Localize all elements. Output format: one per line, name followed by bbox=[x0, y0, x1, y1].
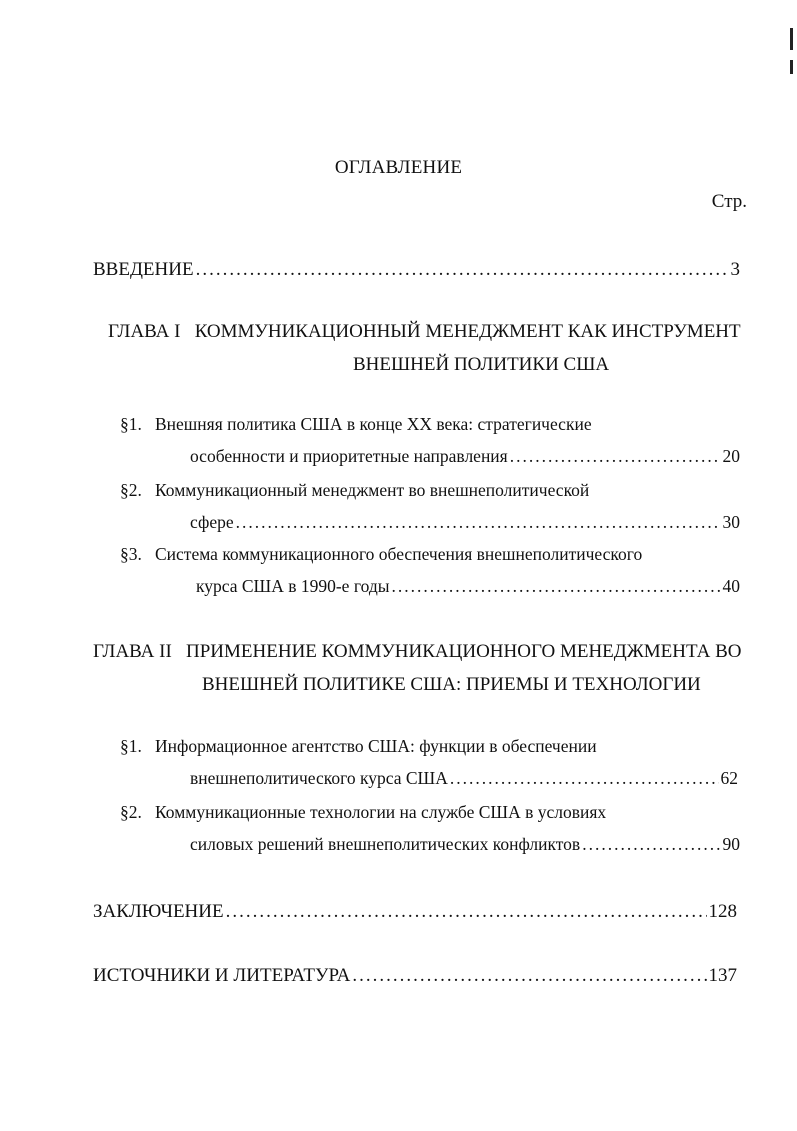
section-title-line2: особенности и приоритетные направления bbox=[190, 446, 508, 466]
section-title-line1: Информационное агентство США: функции в обеспечении bbox=[155, 736, 597, 756]
section-title-line1: Внешняя политика США в конце XX века: стратегические bbox=[155, 414, 592, 434]
toc-entry-intro[interactable] bbox=[93, 260, 740, 279]
dot-leader bbox=[391, 578, 720, 596]
section-2-2-entry[interactable] bbox=[190, 836, 740, 854]
section-title-line1: Коммуникационный менеджмент во внешнеполитической bbox=[155, 480, 590, 500]
section-number: §2. bbox=[120, 480, 142, 500]
toc-entry-conclusion[interactable] bbox=[93, 902, 737, 921]
chapter-2-title-line2: ВНЕШНЕЙ ПОЛИТИКЕ США: ПРИЕМЫ И ТЕХНОЛОГИИ bbox=[202, 674, 701, 695]
dot-leader bbox=[226, 902, 707, 921]
section-number: §2. bbox=[120, 802, 142, 822]
section-2-1-entry[interactable] bbox=[190, 770, 738, 788]
chapter-1-heading[interactable] bbox=[108, 322, 741, 341]
section-1-1-heading[interactable] bbox=[120, 416, 592, 434]
dot-leader bbox=[352, 966, 706, 985]
section-title-line2: силовых решений внешнеполитических конфликтов bbox=[190, 834, 581, 854]
scan-edge-mark bbox=[790, 28, 793, 50]
section-page: 30 bbox=[722, 512, 740, 532]
toc-entry-page: 128 bbox=[708, 901, 737, 922]
section-page: 62 bbox=[720, 768, 738, 788]
dot-leader bbox=[450, 770, 719, 788]
dot-leader bbox=[582, 836, 720, 854]
chapter-2-title-line1: ПРИМЕНЕНИЕ КОММУНИКАЦИОННОГО МЕНЕДЖМЕНТА ВО bbox=[186, 641, 742, 662]
toc-entry-label: ИСТОЧНИКИ И ЛИТЕРАТУРА bbox=[93, 965, 351, 986]
toc-entry-page: 137 bbox=[708, 965, 737, 986]
chapter-1-label: ГЛАВА I bbox=[108, 321, 181, 342]
chapter-2-heading[interactable] bbox=[93, 642, 742, 661]
section-title-line2: сфере bbox=[190, 512, 234, 532]
toc-entry-sources[interactable] bbox=[93, 966, 737, 985]
section-title-line1: Система коммуникационного обеспечения внешнеполитического bbox=[155, 544, 643, 564]
section-1-3-heading[interactable] bbox=[120, 546, 642, 564]
chapter-1-title-line2: ВНЕШНЕЙ ПОЛИТИКИ США bbox=[353, 354, 610, 375]
section-1-2-entry[interactable] bbox=[190, 514, 740, 532]
section-number: §1. bbox=[120, 736, 142, 756]
section-page: 90 bbox=[722, 834, 740, 854]
chapter-1-title-line1: КОММУНИКАЦИОННЫЙ МЕНЕДЖМЕНТ КАК ИНСТРУМЕНТ bbox=[194, 321, 741, 342]
section-title-line2: курса США в 1990-е годы bbox=[196, 576, 390, 596]
section-1-3-entry[interactable] bbox=[196, 578, 740, 596]
section-page: 40 bbox=[722, 576, 740, 596]
toc-entry-page: 3 bbox=[730, 259, 740, 280]
scan-edge-mark bbox=[790, 60, 793, 74]
toc-title: ОГЛАВЛЕНИЕ bbox=[334, 157, 463, 178]
section-number: §3. bbox=[120, 544, 142, 564]
section-1-1-entry[interactable] bbox=[190, 448, 740, 466]
dot-leader bbox=[236, 514, 721, 532]
toc-entry-label: ЗАКЛЮЧЕНИЕ bbox=[93, 901, 224, 922]
section-title-line2: внешнеполитического курса США bbox=[190, 768, 448, 788]
section-title-line1: Коммуникационные технологии на службе США в условиях bbox=[155, 802, 607, 822]
section-1-2-heading[interactable] bbox=[120, 482, 589, 500]
page-column-header: Стр. bbox=[711, 191, 747, 212]
section-2-1-heading[interactable] bbox=[120, 738, 597, 756]
toc-entry-label: ВВЕДЕНИЕ bbox=[93, 259, 194, 280]
dot-leader bbox=[510, 448, 721, 466]
section-2-2-heading[interactable] bbox=[120, 804, 606, 822]
section-page: 20 bbox=[722, 446, 740, 466]
dot-leader bbox=[196, 260, 729, 279]
section-number: §1. bbox=[120, 414, 142, 434]
chapter-2-label: ГЛАВА II bbox=[93, 641, 172, 662]
